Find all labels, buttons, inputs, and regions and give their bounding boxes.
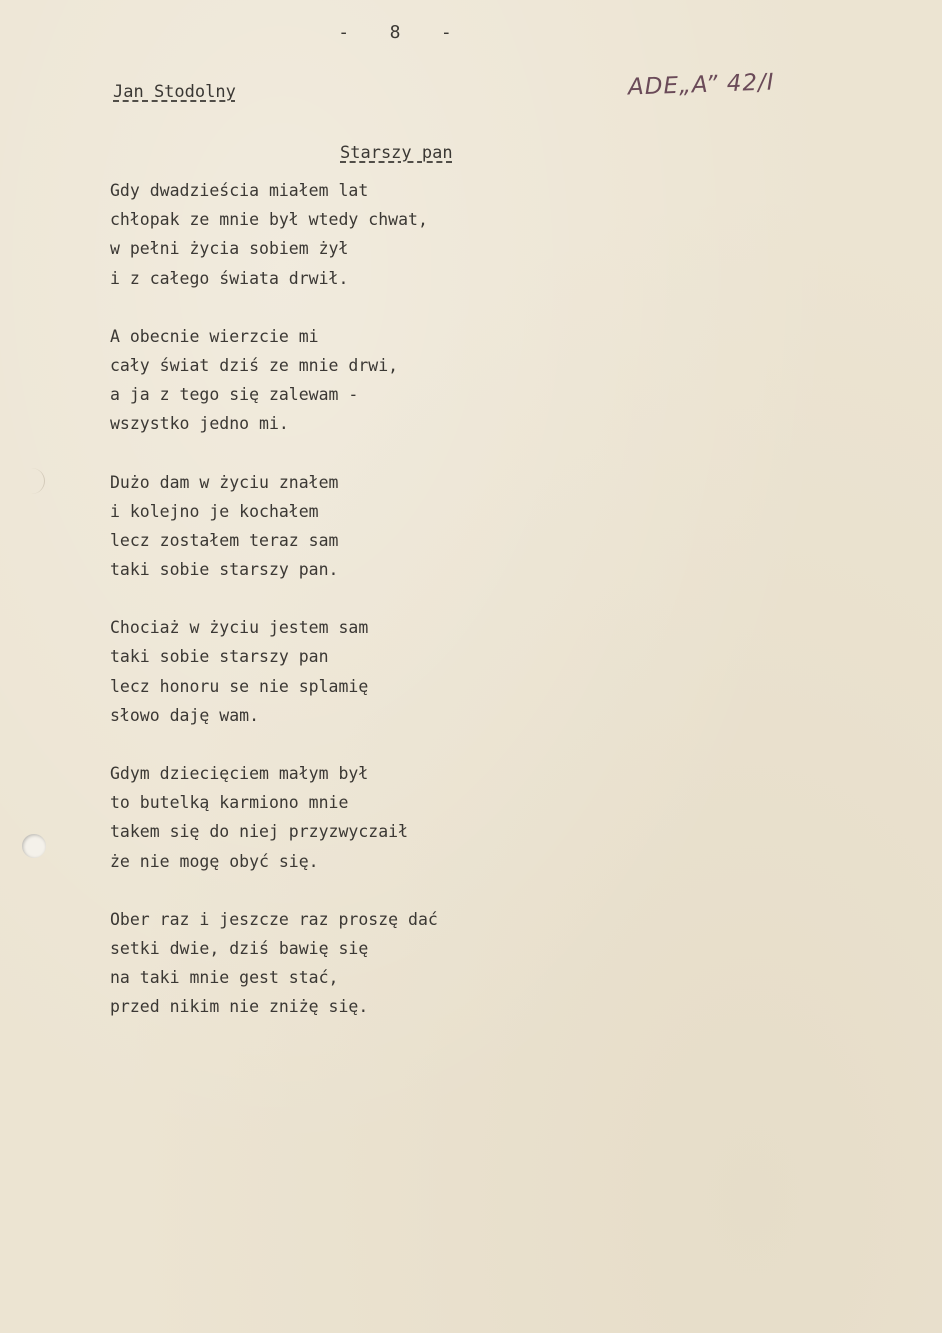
- stanza-6: [110, 905, 670, 1022]
- poem-line: przed nikim nie zniżę się.: [110, 997, 369, 1017]
- author-name: Jan Stodolny: [113, 82, 236, 102]
- stanza-4: [110, 613, 670, 730]
- poem-line: i z całego świata drwił.: [110, 268, 349, 288]
- poem-line: taki sobie starszy pan: [110, 647, 329, 667]
- stanza-1: [110, 176, 670, 293]
- poem-line: słowo daję wam.: [110, 705, 260, 725]
- punch-hole: [22, 834, 46, 858]
- poem-line: setki dwie, dziś bawię się: [110, 938, 369, 958]
- paper-mark: [18, 468, 45, 494]
- poem-line: wszystko jedno mi.: [110, 414, 289, 434]
- archive-signature: ADE„A” 42/I: [627, 69, 776, 101]
- poem-line: lecz honoru se nie splamię: [110, 676, 369, 696]
- poem-line: takem się do niej przyzwyczaił: [110, 822, 409, 842]
- poem-line: taki sobie starszy pan.: [110, 560, 339, 580]
- poem-line: to butelką karmiono mnie: [110, 793, 349, 813]
- poem-line: Ober raz i jeszcze raz proszę dać: [110, 909, 438, 929]
- poem-line: na taki mnie gest stać,: [110, 968, 339, 988]
- stanza-3: [110, 468, 670, 585]
- poem-line: w pełni życia sobiem żył: [110, 239, 349, 259]
- poem-body: [110, 176, 670, 1051]
- poem-line: cały świat dziś ze mnie drwi,: [110, 355, 399, 375]
- poem-line: chłopak ze mnie był wtedy chwat,: [110, 210, 428, 230]
- stanza-5: [110, 759, 670, 876]
- poem-line: że nie mogę obyć się.: [110, 851, 319, 871]
- poem-line: A obecnie wierzcie mi: [110, 326, 319, 346]
- stanza-2: [110, 322, 670, 439]
- poem-line: a ja z tego się zalewam -: [110, 385, 359, 405]
- poem-line: Gdy dwadzieścia miałem lat: [110, 181, 369, 200]
- poem-line: Gdym dziecięciem małym był: [110, 764, 369, 783]
- poem-line: lecz zostałem teraz sam: [110, 530, 339, 550]
- poem-line: i kolejno je kochałem: [110, 501, 319, 521]
- poem-line: Dużo dam w życiu znałem: [110, 472, 339, 492]
- poem-title: Starszy pan: [340, 143, 453, 163]
- poem-line: Chociaż w życiu jestem sam: [110, 618, 369, 638]
- page-number: - 8 -: [338, 22, 454, 43]
